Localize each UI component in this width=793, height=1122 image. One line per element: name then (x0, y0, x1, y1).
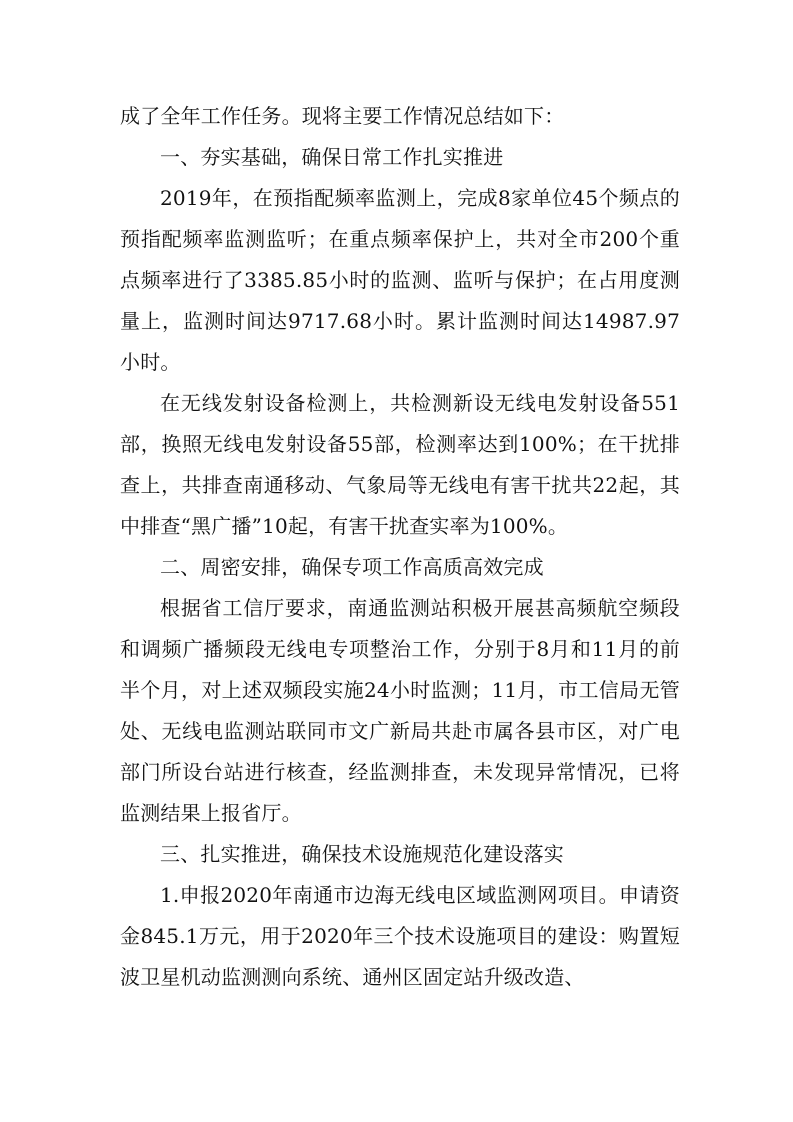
section-heading-1: 一、夯实基础，确保日常工作扎实推进 (160, 145, 504, 169)
section-heading-2: 二、周密安排，确保专项工作高质高效完成 (160, 555, 544, 579)
section-heading-3: 三、扎实推进，确保技术设施规范化建设落实 (160, 842, 564, 866)
paragraph-intro-tail: 成了全年工作任务。现将主要工作情况总结如下： (120, 104, 565, 128)
document-body (120, 96, 680, 998)
paragraph-monitoring-stats: 2019年，在预指配频率监测上，完成8家单位45个频点的预指配频率监测监听；在重点频率保护上，共对全市200个重点频率进行了3385.85小时的监测、监听与保护；在占用度测量上，监测时间达9717.68小时。累计监测时间达14987.97小时。 (120, 186, 680, 374)
paragraph-project-application: 1.申报2020年南通市边海无线电区域监测网项目。申请资金845.1万元，用于2020年三个技术设施项目的建设：购置短波卫星机动监测测向系统、通州区固定站升级改造、 (120, 883, 680, 989)
paragraph-special-campaign: 根据省工信厅要求，南通监测站积极开展甚高频航空频段和调频广播频段无线电专项整治工作，分别于8月和11月的前半个月，对上述双频段实施24小时监测；11月，市工信局无管处、无线电监测站联同市文广新局共赴市属各县市区，对广电部门所设台站进行核查，经监测排查，未发现异常情况，已将监测结果上报省厅。 (120, 596, 680, 825)
paragraph-equipment-testing: 在无线发射设备检测上，共检测新设无线电发射设备551部，换照无线电发射设备55部，检测率达到100%；在干扰排查上，共排查南通移动、气象局等无线电有害干扰共22起，其中排查“黑广播”10起，有害干扰查实率为100%。 (120, 391, 680, 538)
